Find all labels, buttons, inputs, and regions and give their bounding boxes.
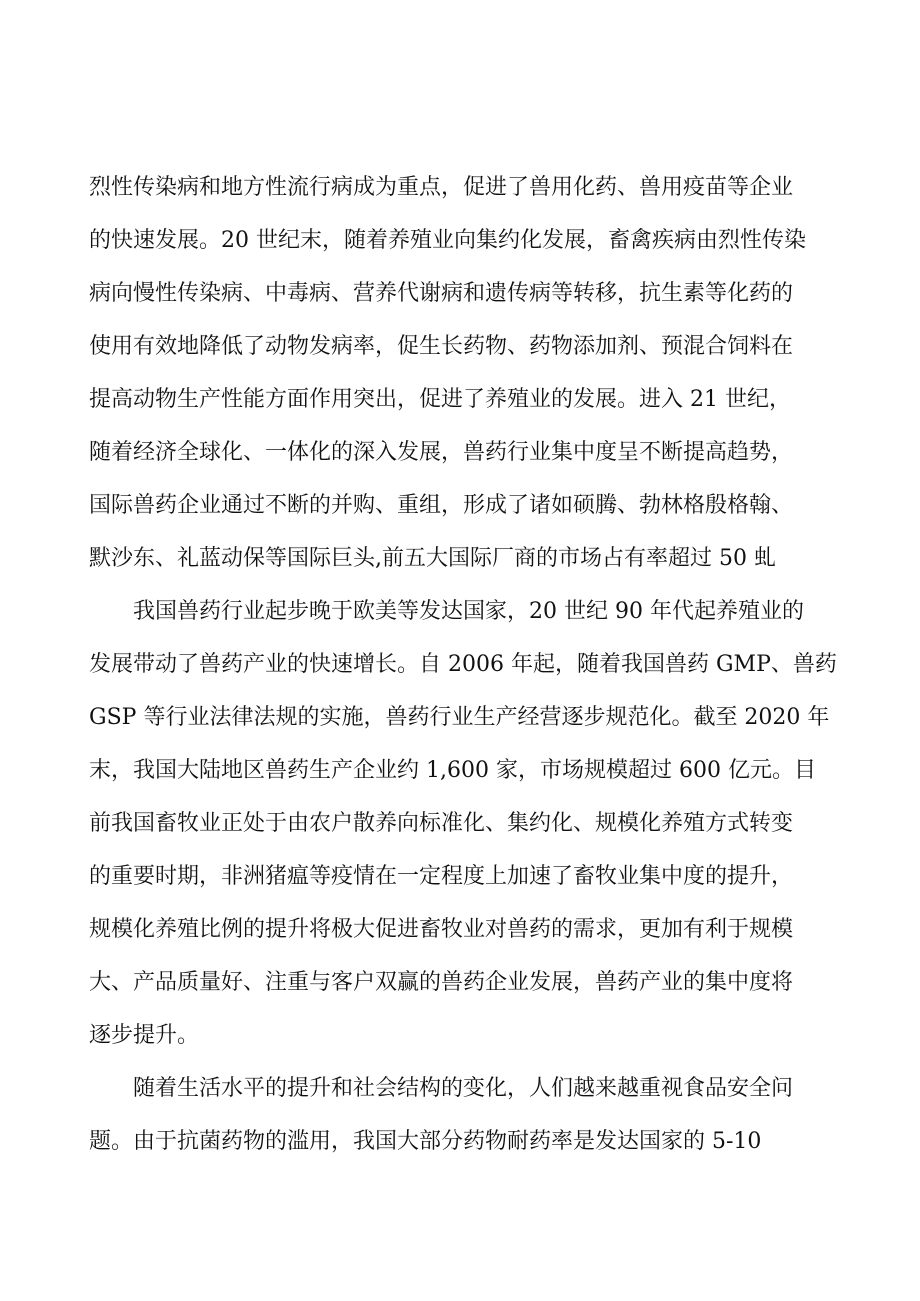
- text-line: 随着生活水平的提升和社会结构的变化，人们越来越重视食品安全问: [133, 1076, 794, 1101]
- text-line: 题。由于抗菌药物的滥用，我国大部分药物耐药率是发达国家的 5-10: [89, 1129, 762, 1154]
- text-line: 国际兽药企业通过不断的并购、重组，形成了诸如硕腾、勃林格殷格翰、: [89, 493, 794, 518]
- text-line: 默沙东、礼蓝动保等国际巨头,前五大国际厂商的市场占有率超过 50 虬: [89, 546, 776, 571]
- text-line: 逐步提升。: [89, 1023, 200, 1048]
- text-line: 随着经济全球化、一体化的深入发展，兽药行业集中度呈不断提高趋势，: [89, 440, 794, 465]
- text-line: 使用有效地降低了动物发病率，促生长药物、药物添加剂、预混合饲料在: [89, 334, 794, 359]
- text-line: 烈性传染病和地方性流行病成为重点，促进了兽用化药、兽用疫苗等企业: [89, 175, 794, 200]
- text-line: 提高动物生产性能方面作用突出，促进了养殖业的发展。进入 21 世纪，: [89, 387, 791, 412]
- text-line: 的重要时期，非洲猪瘟等疫情在一定程度上加速了畜牧业集中度的提升，: [89, 864, 794, 889]
- text-line: 前我国畜牧业正处于由农户散养向标准化、集约化、规模化养殖方式转变: [89, 811, 794, 836]
- text-line: 发展带动了兽药产业的快速增长。自 2006 年起，随着我国兽药 GMP、兽药: [89, 652, 837, 677]
- text-line: 末，我国大陆地区兽药生产企业约 1,600 家，市场规模超过 600 亿元。目: [89, 758, 816, 783]
- text-line: 病向慢性传染病、中毒病、营养代谢病和遗传病等转移，抗生素等化药的: [89, 281, 794, 306]
- text-line: 我国兽药行业起步晚于欧美等发达国家，20 世纪 90 年代起养殖业的: [133, 599, 804, 624]
- text-line: 大、产品质量好、注重与客户双赢的兽药企业发展，兽药产业的集中度将: [89, 970, 794, 995]
- text-line: GSP 等行业法律法规的实施，兽药行业生产经营逐步规范化。截至 2020 年: [89, 705, 830, 730]
- text-line: 规模化养殖比例的提升将极大促进畜牧业对兽药的需求，更加有利于规模: [89, 917, 794, 942]
- text-line: 的快速发展。20 世纪末，随着养殖业向集约化发展，畜禽疾病由烈性传染: [89, 228, 806, 253]
